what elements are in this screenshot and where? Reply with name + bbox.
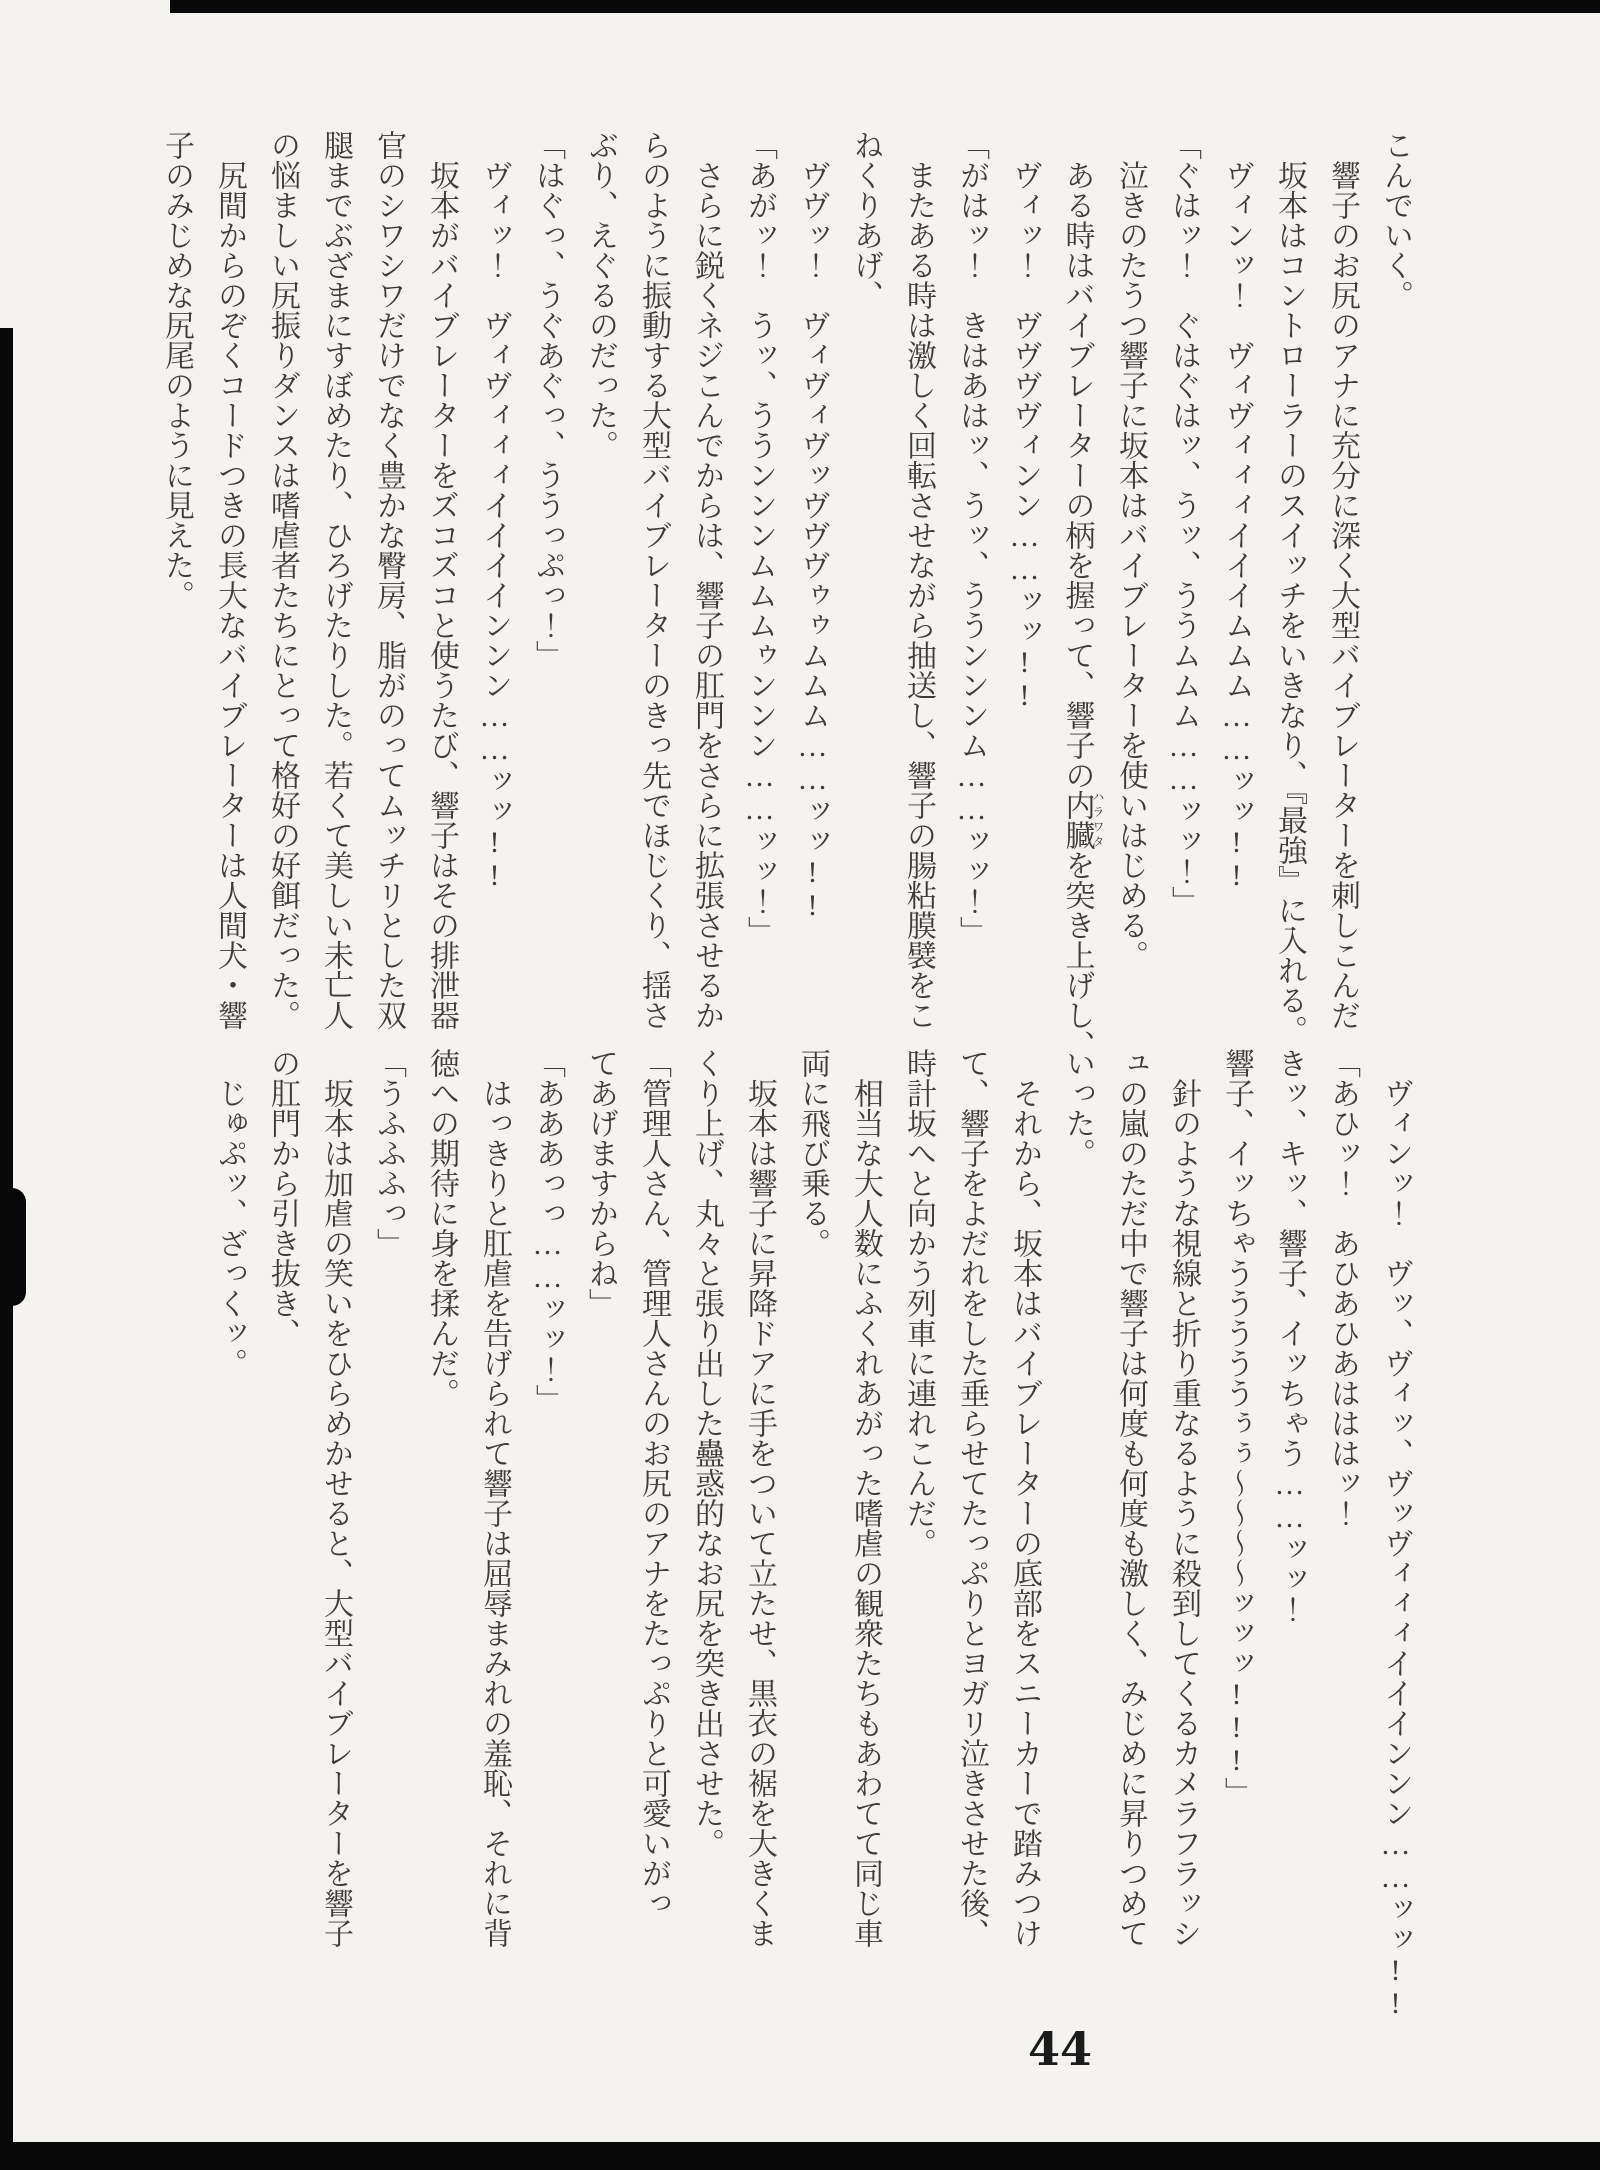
text-column: ぶり、えぐるのだった。	[584, 130, 617, 460]
text-column: 坂本がバイブレーターをズコズコと使うたび、響子はその排泄器	[425, 130, 458, 1030]
text-column: 「あひッ！ あひあひあはははッ！	[1326, 1048, 1359, 1528]
text-column: ヴィッ！ ヴヴヴヴィンン……ッッ!!	[1008, 130, 1041, 712]
text-column: 「がはッ！ きはあはッ、うッ、ううンンンム……ッッ！」	[955, 130, 988, 946]
text-column: 響子、イッちゃうううううぅぅ～～～～ッッッ!!!」	[1220, 1048, 1253, 1807]
text-column: ヴィンッ！ ヴィヴィィィイイイムムム……ッッ!!	[1220, 130, 1253, 892]
text-column: ヴヴッ！ ヴィヴィヴッヴヴヴゥゥムムム……ッッ!!	[796, 130, 829, 922]
text-column: 徳への期待に身を揉んだ。	[425, 1048, 458, 1408]
text-column: いった。	[1061, 1048, 1094, 1168]
text-column: きッ、キッ、響子、イッちゃう……ッッ！	[1273, 1048, 1306, 1624]
text-column: らのように振動する大型バイブレーターのきっ先でほじくり、揺さ	[637, 130, 670, 1030]
text-column: 官のシワシワだけでなく豊かな臀房、脂がのってムッチリとした双	[372, 130, 405, 1030]
text-column: 両に飛び乗る。	[796, 1048, 829, 1258]
text-block-lower	[203, 1048, 1422, 2020]
text-column: の悩ましい尻振りダンスは嗜虐者たちにとって格好の好餌だった。	[266, 130, 299, 1030]
text-column: 「ぐはッ！ ぐはぐはッ、うッ、ううムムム……ッッ！」	[1167, 130, 1200, 916]
text-column: それから、坂本はバイブレーターの底部をスニーカーで踏みつけ	[1008, 1048, 1041, 1948]
text-column: またある時は激しく回転させながら抽送し、響子の腸粘膜襞をこ	[902, 130, 935, 1030]
text-column: 坂本はコントローラーのスイッチをいきなり、『最強』に入れる。	[1273, 130, 1306, 1045]
text-column: さらに鋭くネジこんでからは、響子の肛門をさらに拡張させるか	[690, 130, 723, 1030]
text-column: 坂本は加虐の笑いをひらめかせると、大型バイブレーターを響子	[319, 1048, 352, 1948]
scan-artifact-bottom-edge	[0, 2142, 1600, 2170]
text-column: 「あああっっ……ッッ！」	[531, 1048, 564, 1414]
text-column: 子のみじめな尻尾のように見えた。	[160, 130, 193, 610]
text-column: 坂本は響子に昇降ドアに手をついて立たせ、黒衣の裾を大きくま	[743, 1048, 776, 1948]
text-column: ヴィッ！ ヴィヴィィィイイイインンン……ッッ!!	[478, 130, 511, 892]
text-column: こんでいく。	[1379, 130, 1412, 310]
text-column: 「管理人さん、管理人さんのお尻のアナをたっぷりと可愛いがっ	[637, 1048, 670, 1918]
text-column: 「うふふふっ」	[372, 1048, 405, 1258]
text-column: 相当な大人数にふくれあがった嗜虐の観衆たちもあわてて同じ車	[849, 1048, 882, 1948]
text-column: 響子のお尻のアナに充分に深く大型バイブレーターを刺しこんだ	[1326, 130, 1359, 1030]
text-column: の肛門から引き抜き、	[266, 1048, 299, 1348]
text-column: 「あがッ！ うッ、ううンンンムムムゥンンン……ッッ！」	[743, 130, 776, 946]
text-column: ねくりあげ、	[849, 130, 882, 310]
page-number: 44	[1028, 2022, 1093, 2076]
text-block-upper	[150, 130, 1422, 1060]
scan-artifact-top-edge	[170, 0, 1600, 13]
text-column: 「はぐっ、うぐあぐっ、ううっぷっ！」	[531, 130, 564, 670]
scan-artifact-left-blob	[0, 1188, 26, 1306]
text-column: はっきりと肛虐を告げられて響子は屈辱まみれの羞恥、それに背	[478, 1048, 511, 1948]
text-column: ヴィンッ！ ヴッ、ヴィッ、ヴッヴィィィイイインンン……ッッ!!	[1379, 1048, 1412, 2020]
text-column: 時計坂へと向かう列車に連れこんだ。	[902, 1048, 935, 1558]
text-column: 腿までぶざまにすぼめたり、ひろげたりした。若くて美しい未亡人	[319, 130, 352, 1030]
text-column: 針のような視線と折り重なるように殺到してくるカメラフラッシ	[1167, 1048, 1200, 1948]
text-column: て、響子をよだれをした垂らせてたっぷりとヨガリ泣きさせた後、	[955, 1048, 988, 1948]
text-column: 泣きのたうつ響子に坂本はバイブレーターを使いはじめる。	[1114, 130, 1147, 970]
text-column: ある時はバイブレーターの柄を握って、響子の内臓ハラワタを突き上げし、	[1060, 130, 1105, 1060]
furigana-annotation: 内臓ハラワタ	[1060, 790, 1105, 850]
text-column: ュの嵐のただ中で響子は何度も何度も激しく、みじめに昇りつめて	[1114, 1048, 1147, 1948]
text-column: くり上げ、丸々と張り出した蠱惑的なお尻を突き出させた。	[690, 1048, 723, 1858]
text-column: てあげますからね」	[584, 1048, 617, 1318]
text-column: 尻間からのぞくコードつきの長大なバイブレーターは人間犬・響	[213, 130, 246, 1030]
text-column: じゅぷッ、ざっくッ。	[213, 1048, 246, 1378]
